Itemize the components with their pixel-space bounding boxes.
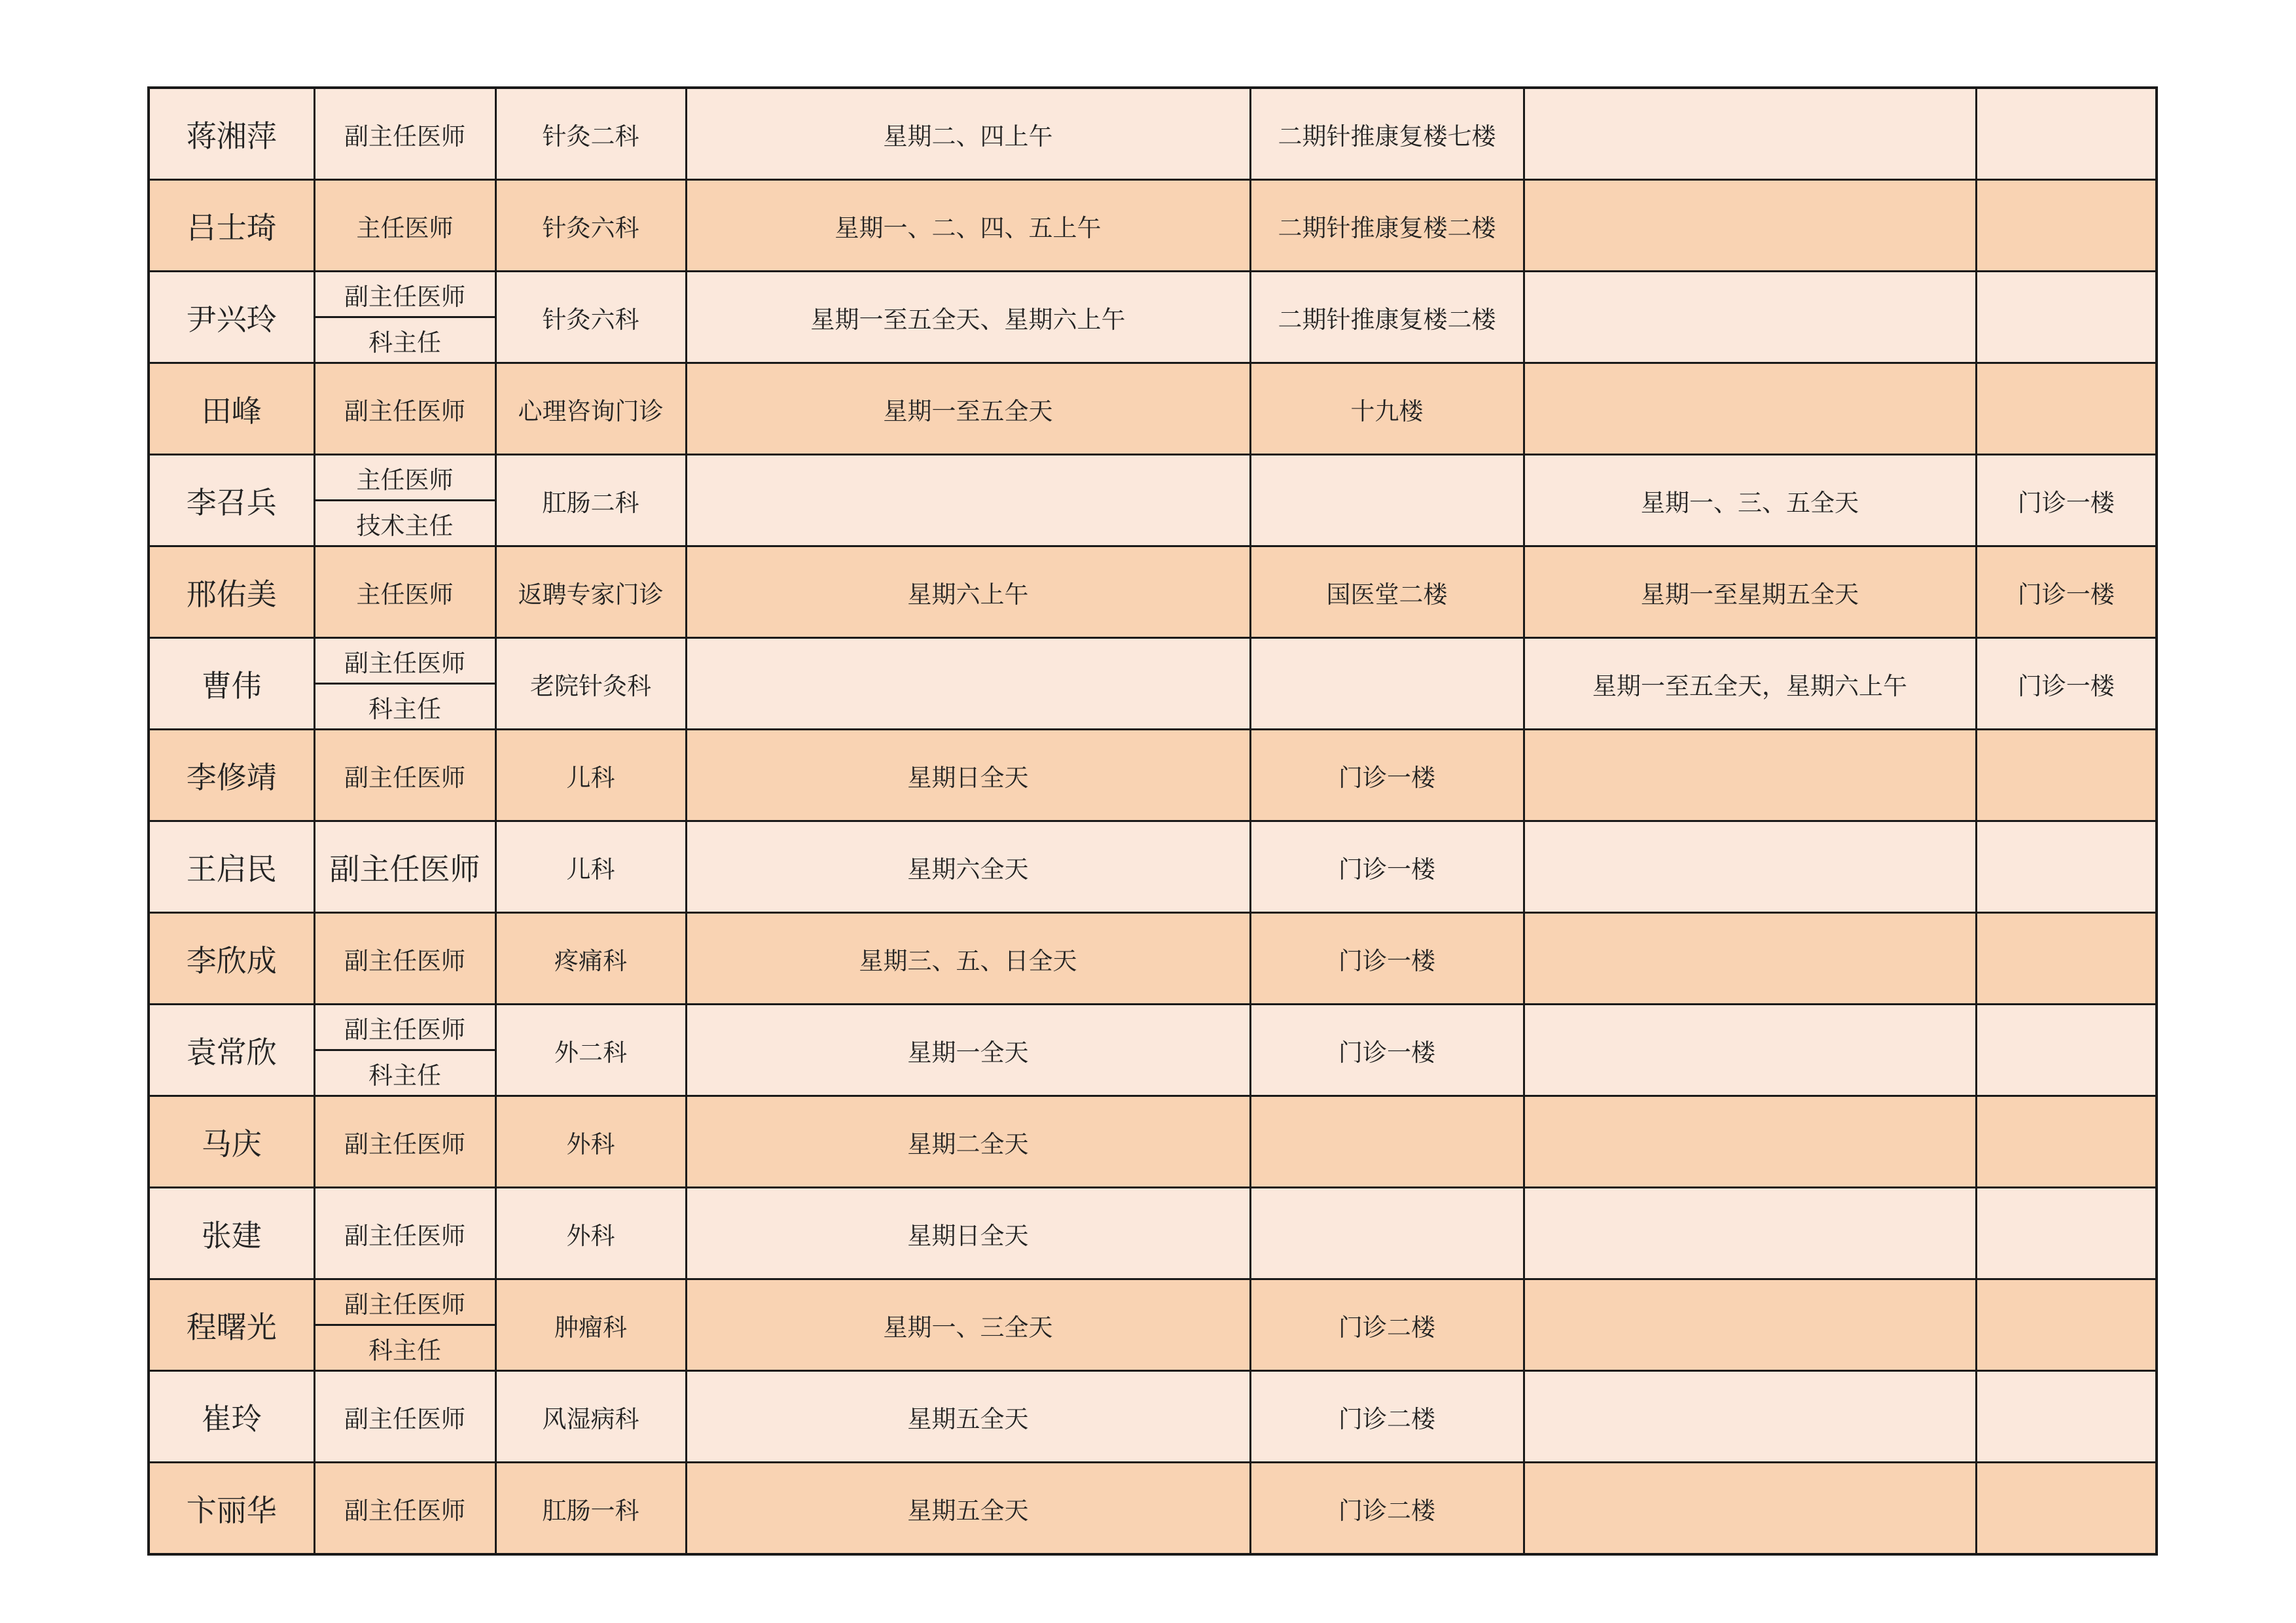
clinic-location <box>1250 1096 1524 1188</box>
doctor-title: 主任医师 <box>315 455 495 501</box>
table-row <box>149 363 2157 455</box>
old-campus-location: 门诊一楼 <box>1976 546 2157 638</box>
clinic-schedule: 星期六上午 <box>686 546 1250 638</box>
clinic-schedule: 星期二全天 <box>686 1096 1250 1188</box>
doctor-title: 副主任医师 <box>314 1371 495 1463</box>
doctor-name: 邢佑美 <box>149 546 314 638</box>
old-campus-schedule <box>1524 1188 1976 1279</box>
doctor-title-cell <box>314 1279 495 1371</box>
clinic-schedule: 星期六全天 <box>686 821 1250 913</box>
doctor-title-cell <box>314 638 495 730</box>
doctor-title: 副主任医师 <box>314 1188 495 1279</box>
clinic-location: 国医堂二楼 <box>1250 546 1524 638</box>
doctor-position: 技术主任 <box>356 511 454 540</box>
doctor-title: 副主任医师 <box>315 272 495 318</box>
department: 针灸六科 <box>495 272 686 363</box>
old-campus-location: 门诊一楼 <box>1976 455 2157 546</box>
schedule-table <box>147 86 2158 1556</box>
clinic-schedule: 星期日全天 <box>686 1188 1250 1279</box>
clinic-schedule <box>686 455 1250 546</box>
old-campus-schedule <box>1524 363 1976 455</box>
clinic-location <box>1250 638 1524 730</box>
doctor-position: 科主任 <box>368 1336 441 1364</box>
department: 儿科 <box>495 730 686 821</box>
doctor-name: 卞丽华 <box>149 1463 314 1555</box>
table-row <box>149 821 2157 913</box>
doctor-name: 尹兴玲 <box>149 272 314 363</box>
old-campus-location <box>1976 730 2157 821</box>
department: 儿科 <box>495 821 686 913</box>
old-campus-schedule <box>1524 180 1976 272</box>
doctor-position: 科主任 <box>368 1061 441 1090</box>
doctor-title: 副主任医师 <box>314 1463 495 1555</box>
old-campus-schedule: 星期一至五全天，星期六上午 <box>1524 638 1976 730</box>
old-campus-schedule <box>1524 272 1976 363</box>
old-campus-schedule <box>1524 1005 1976 1096</box>
table-row <box>149 638 2157 730</box>
table-row <box>149 180 2157 272</box>
table-row <box>149 272 2157 363</box>
doctor-name: 马庆 <box>149 1096 314 1188</box>
old-campus-location <box>1976 1096 2157 1188</box>
old-campus-schedule <box>1524 821 1976 913</box>
doctor-name: 袁常欣 <box>149 1005 314 1096</box>
department: 外二科 <box>495 1005 686 1096</box>
old-campus-location: 门诊一楼 <box>1976 638 2157 730</box>
department: 疼痛科 <box>495 913 686 1005</box>
old-campus-location <box>1976 1005 2157 1096</box>
table-row <box>149 546 2157 638</box>
clinic-location <box>1250 455 1524 546</box>
department: 肛肠二科 <box>495 455 686 546</box>
doctor-title: 副主任医师 <box>314 363 495 455</box>
doctor-title: 主任医师 <box>314 180 495 272</box>
clinic-schedule: 星期五全天 <box>686 1371 1250 1463</box>
old-campus-schedule <box>1524 1096 1976 1188</box>
old-campus-schedule: 星期一至星期五全天 <box>1524 546 1976 638</box>
clinic-location: 门诊一楼 <box>1250 1005 1524 1096</box>
doctor-name: 程曙光 <box>149 1279 314 1371</box>
department: 针灸六科 <box>495 180 686 272</box>
doctor-name: 李召兵 <box>149 455 314 546</box>
doctor-title: 副主任医师 <box>314 730 495 821</box>
department: 返聘专家门诊 <box>495 546 686 638</box>
table-row <box>149 1005 2157 1096</box>
clinic-schedule: 星期一至五全天 <box>686 363 1250 455</box>
table-row <box>149 88 2157 180</box>
old-campus-location <box>1976 272 2157 363</box>
clinic-location: 二期针推康复楼七楼 <box>1250 88 1524 180</box>
doctor-position: 科主任 <box>368 694 441 723</box>
old-campus-location <box>1976 88 2157 180</box>
table-row <box>149 1096 2157 1188</box>
department: 外科 <box>495 1188 686 1279</box>
clinic-schedule: 星期一至五全天、星期六上午 <box>686 272 1250 363</box>
doctor-name: 崔玲 <box>149 1371 314 1463</box>
table-row <box>149 730 2157 821</box>
old-campus-location <box>1976 1463 2157 1555</box>
clinic-schedule: 星期三、五、日全天 <box>686 913 1250 1005</box>
clinic-schedule: 星期一全天 <box>686 1005 1250 1096</box>
table-row <box>149 913 2157 1005</box>
doctor-title: 副主任医师 <box>314 913 495 1005</box>
doctor-title: 副主任医师 <box>314 821 495 913</box>
old-campus-location <box>1976 1279 2157 1371</box>
clinic-location <box>1250 1188 1524 1279</box>
doctor-name: 曹伟 <box>149 638 314 730</box>
department: 肿瘤科 <box>495 1279 686 1371</box>
department: 肛肠一科 <box>495 1463 686 1555</box>
doctor-title: 副主任医师 <box>315 1005 495 1051</box>
old-campus-schedule <box>1524 913 1976 1005</box>
old-campus-location <box>1976 821 2157 913</box>
doctor-name: 王启民 <box>149 821 314 913</box>
department: 风湿病科 <box>495 1371 686 1463</box>
clinic-location: 二期针推康复楼二楼 <box>1250 180 1524 272</box>
department: 心理咨询门诊 <box>495 363 686 455</box>
table-row <box>149 1463 2157 1555</box>
doctor-title: 副主任医师 <box>314 88 495 180</box>
doctor-name: 田峰 <box>149 363 314 455</box>
clinic-schedule: 星期一、三全天 <box>686 1279 1250 1371</box>
clinic-location: 门诊一楼 <box>1250 913 1524 1005</box>
clinic-schedule: 星期一、二、四、五上午 <box>686 180 1250 272</box>
clinic-location: 门诊一楼 <box>1250 821 1524 913</box>
table-row <box>149 1279 2157 1371</box>
old-campus-location <box>1976 1188 2157 1279</box>
clinic-schedule: 星期二、四上午 <box>686 88 1250 180</box>
clinic-schedule: 星期日全天 <box>686 730 1250 821</box>
doctor-name: 蒋湘萍 <box>149 88 314 180</box>
clinic-location: 门诊二楼 <box>1250 1371 1524 1463</box>
old-campus-location <box>1976 1371 2157 1463</box>
doctor-title-cell <box>314 1005 495 1096</box>
doctor-title-cell <box>314 272 495 363</box>
clinic-location: 门诊二楼 <box>1250 1279 1524 1371</box>
table-row <box>149 1371 2157 1463</box>
table-row <box>149 1188 2157 1279</box>
clinic-location: 门诊一楼 <box>1250 730 1524 821</box>
department: 老院针灸科 <box>495 638 686 730</box>
doctor-name: 吕士琦 <box>149 180 314 272</box>
clinic-schedule: 星期五全天 <box>686 1463 1250 1555</box>
doctor-title-cell <box>314 455 495 546</box>
doctor-title: 副主任医师 <box>315 1280 495 1326</box>
doctor-name: 李欣成 <box>149 913 314 1005</box>
old-campus-schedule <box>1524 1463 1976 1555</box>
doctor-name: 张建 <box>149 1188 314 1279</box>
old-campus-schedule <box>1524 730 1976 821</box>
clinic-schedule <box>686 638 1250 730</box>
old-campus-schedule <box>1524 88 1976 180</box>
old-campus-schedule <box>1524 1371 1976 1463</box>
clinic-location: 二期针推康复楼二楼 <box>1250 272 1524 363</box>
old-campus-location <box>1976 180 2157 272</box>
clinic-location: 门诊二楼 <box>1250 1463 1524 1555</box>
doctor-title: 副主任医师 <box>314 1096 495 1188</box>
old-campus-schedule <box>1524 1279 1976 1371</box>
table-row <box>149 455 2157 546</box>
doctor-name: 李修靖 <box>149 730 314 821</box>
doctor-title: 主任医师 <box>314 546 495 638</box>
doctor-title: 副主任医师 <box>315 639 495 685</box>
old-campus-location <box>1976 913 2157 1005</box>
department: 针灸二科 <box>495 88 686 180</box>
old-campus-schedule: 星期一、三、五全天 <box>1524 455 1976 546</box>
clinic-location: 十九楼 <box>1250 363 1524 455</box>
old-campus-location <box>1976 363 2157 455</box>
doctor-position: 科主任 <box>368 328 441 357</box>
department: 外科 <box>495 1096 686 1188</box>
